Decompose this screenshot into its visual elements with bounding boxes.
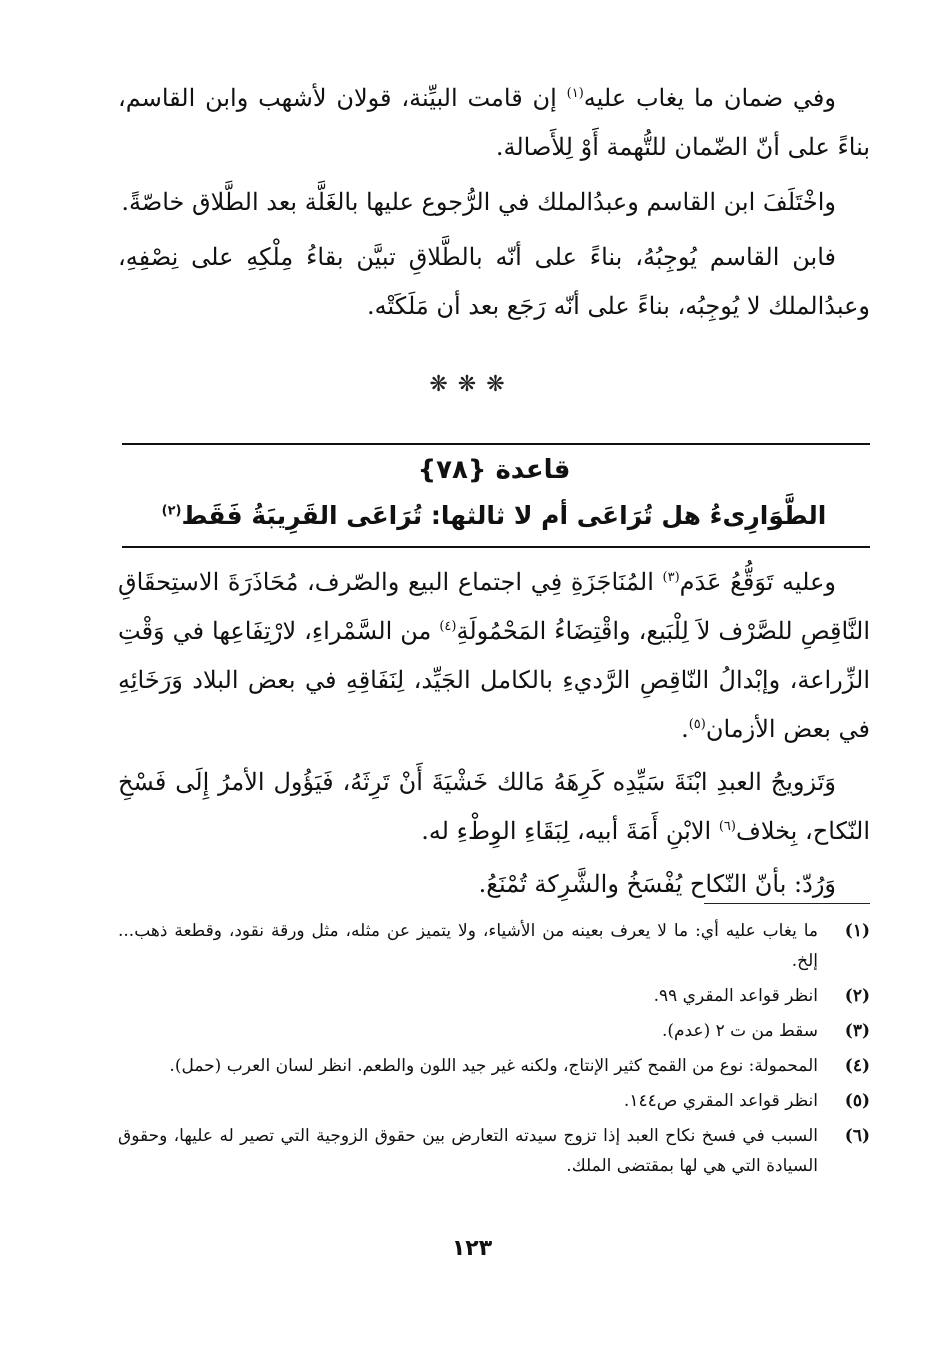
paragraph-text: وَتَزويجُ العبدِ ابْنَةَ سَيِّدِه كَرِهَهُ مَالك خَشْيَةَ أَنْ تَرِثَهُ، فَيَؤُول الأمرُ إِلَى فَسْخِ النّكاح، بِخلاف: [118, 768, 870, 845]
footnote-ref[interactable]: (٢): [161, 503, 182, 519]
rule-subtitle: [118, 494, 870, 538]
footnote-number: (٣): [844, 1021, 870, 1041]
footnote-number: (٥): [844, 1091, 870, 1111]
footnote-item: [118, 1051, 870, 1081]
footnote-text: السبب في فسخ نكاح العبد إذا تزوج سيدته التعارض بين حقوق الزوجية التي تصير له عليها، وحقوق السيادة التي هي لها بمقتضى الملك.: [118, 1126, 818, 1176]
paragraph-text: وفي ضمان ما يغاب عليه: [583, 84, 836, 112]
footnote-number: (١): [844, 921, 870, 941]
paragraph-text: إن قامت البيِّنة، قولان لأشهب وابن القاسم، بناءً على أنّ الضّمان للتُّهمة أَوْ لِلأَصالة.: [118, 84, 870, 161]
paragraph: [118, 233, 870, 331]
paragraph: [118, 178, 870, 227]
paragraph-text: من السَّمْراءِ، لارْتِفَاعِها في وَقْتِ الزِّراعة، وإبْدالُ النّاقِصِ الرَّديءِ بالكامل الجَيِّد، لِنَفَاقِهِ في بعض البلاد وَرَخَائِهِ في بعض الأزمان: [118, 617, 870, 743]
intro-section: [118, 74, 870, 331]
footnote-item: [118, 1121, 870, 1181]
heading-top-rule: [122, 443, 870, 445]
footnote-text: ما يغاب عليه أي: ما لا يعرف بعينه من الأشياء، ولا يتميز عن مثله، مثل ورقة نقود، وقطعة ذهب... إلخ.: [118, 921, 818, 971]
paragraph-text: فابن القاسم يُوجِبُهُ، بناءً على أنّه بالطَّلاقِ تبيَّن بقاءُ مِلْكِهِ على نِصْفِهِ، وعبدُالملك لا يُوجِبُه، بناءً على أنّه رَجَع بعد أن مَلَكَتْه.: [118, 243, 870, 320]
footnote-item: [118, 981, 870, 1011]
footnote-text: انظر قواعد المقري ٩٩.: [653, 986, 818, 1006]
footnote-ref[interactable]: (١): [566, 86, 584, 101]
footnote-item: [118, 1086, 870, 1116]
footnote-ref[interactable]: (٦): [718, 819, 736, 834]
paragraph: [118, 860, 870, 909]
rule-body: [118, 558, 870, 909]
footnote-number: (٤): [844, 1056, 870, 1076]
paragraph: [118, 758, 870, 856]
footnote-ref[interactable]: (٥): [688, 717, 706, 732]
paragraph-text: .: [681, 715, 689, 743]
rule-title: قاعدة {٧٨}: [417, 455, 571, 485]
paragraph-text: وعليه تَوَقُّعُ عَدَم: [679, 568, 837, 596]
footnote-number: (٦): [844, 1126, 870, 1146]
footnote-text: انظر قواعد المقري ص١٤٤.: [623, 1091, 818, 1111]
footnote-ref[interactable]: (٤): [439, 619, 457, 634]
section-separator-stars: ❋❋❋: [429, 372, 515, 397]
paragraph: [118, 558, 870, 754]
rule-subtitle-text: الطَّوَارِىءُ هل تُرَاعَى أم لا ثالثها: تُرَاعَى القَرِيبَةُ فَقَط: [181, 501, 827, 530]
paragraph-text: المُنَاجَزَةِ فِي اجتماع البيع والصّرف، مُحَاذَرَةَ الاستِحقَاقِ النَّاقِصِ للصَّرْف لاَ لِلْبَيع، واقْتِضَاءُ المَحْمُولَةِ: [118, 568, 870, 645]
footnote-text: المحمولة: نوع من القمح كثير الإنتاج، ولكنه غير جيد اللون والطعم. انظر لسان العرب (حمل).: [169, 1056, 818, 1076]
footnote-separator: [704, 903, 870, 904]
paragraph: [118, 74, 870, 172]
footnote-item: [118, 916, 870, 976]
footnotes-list: [118, 916, 870, 1186]
paragraph-text: واخْتَلَفَ ابن القاسم وعبدُالملك في الرُّجوع عليها بالغَلَّة بعد الطَّلاق خاصّةً.: [121, 188, 836, 216]
heading-bottom-rule: [122, 546, 870, 548]
paragraph-text: الابْنِ أَمَةَ أبيه، لِبَقَاءِ الوِطْءِ له.: [421, 817, 719, 845]
footnote-item: [118, 1016, 870, 1046]
footnote-text: سقط من ت ٢ (عدم).: [661, 1021, 818, 1041]
footnote-ref[interactable]: (٣): [662, 570, 680, 585]
footnote-number: (٢): [844, 986, 870, 1006]
page-number: ١٢٣: [451, 1236, 493, 1261]
paragraph-text: وَرُدّ: بأنّ النّكاح يُفْسَخُ والشَّرِكة تُمْنَعُ.: [478, 870, 836, 898]
